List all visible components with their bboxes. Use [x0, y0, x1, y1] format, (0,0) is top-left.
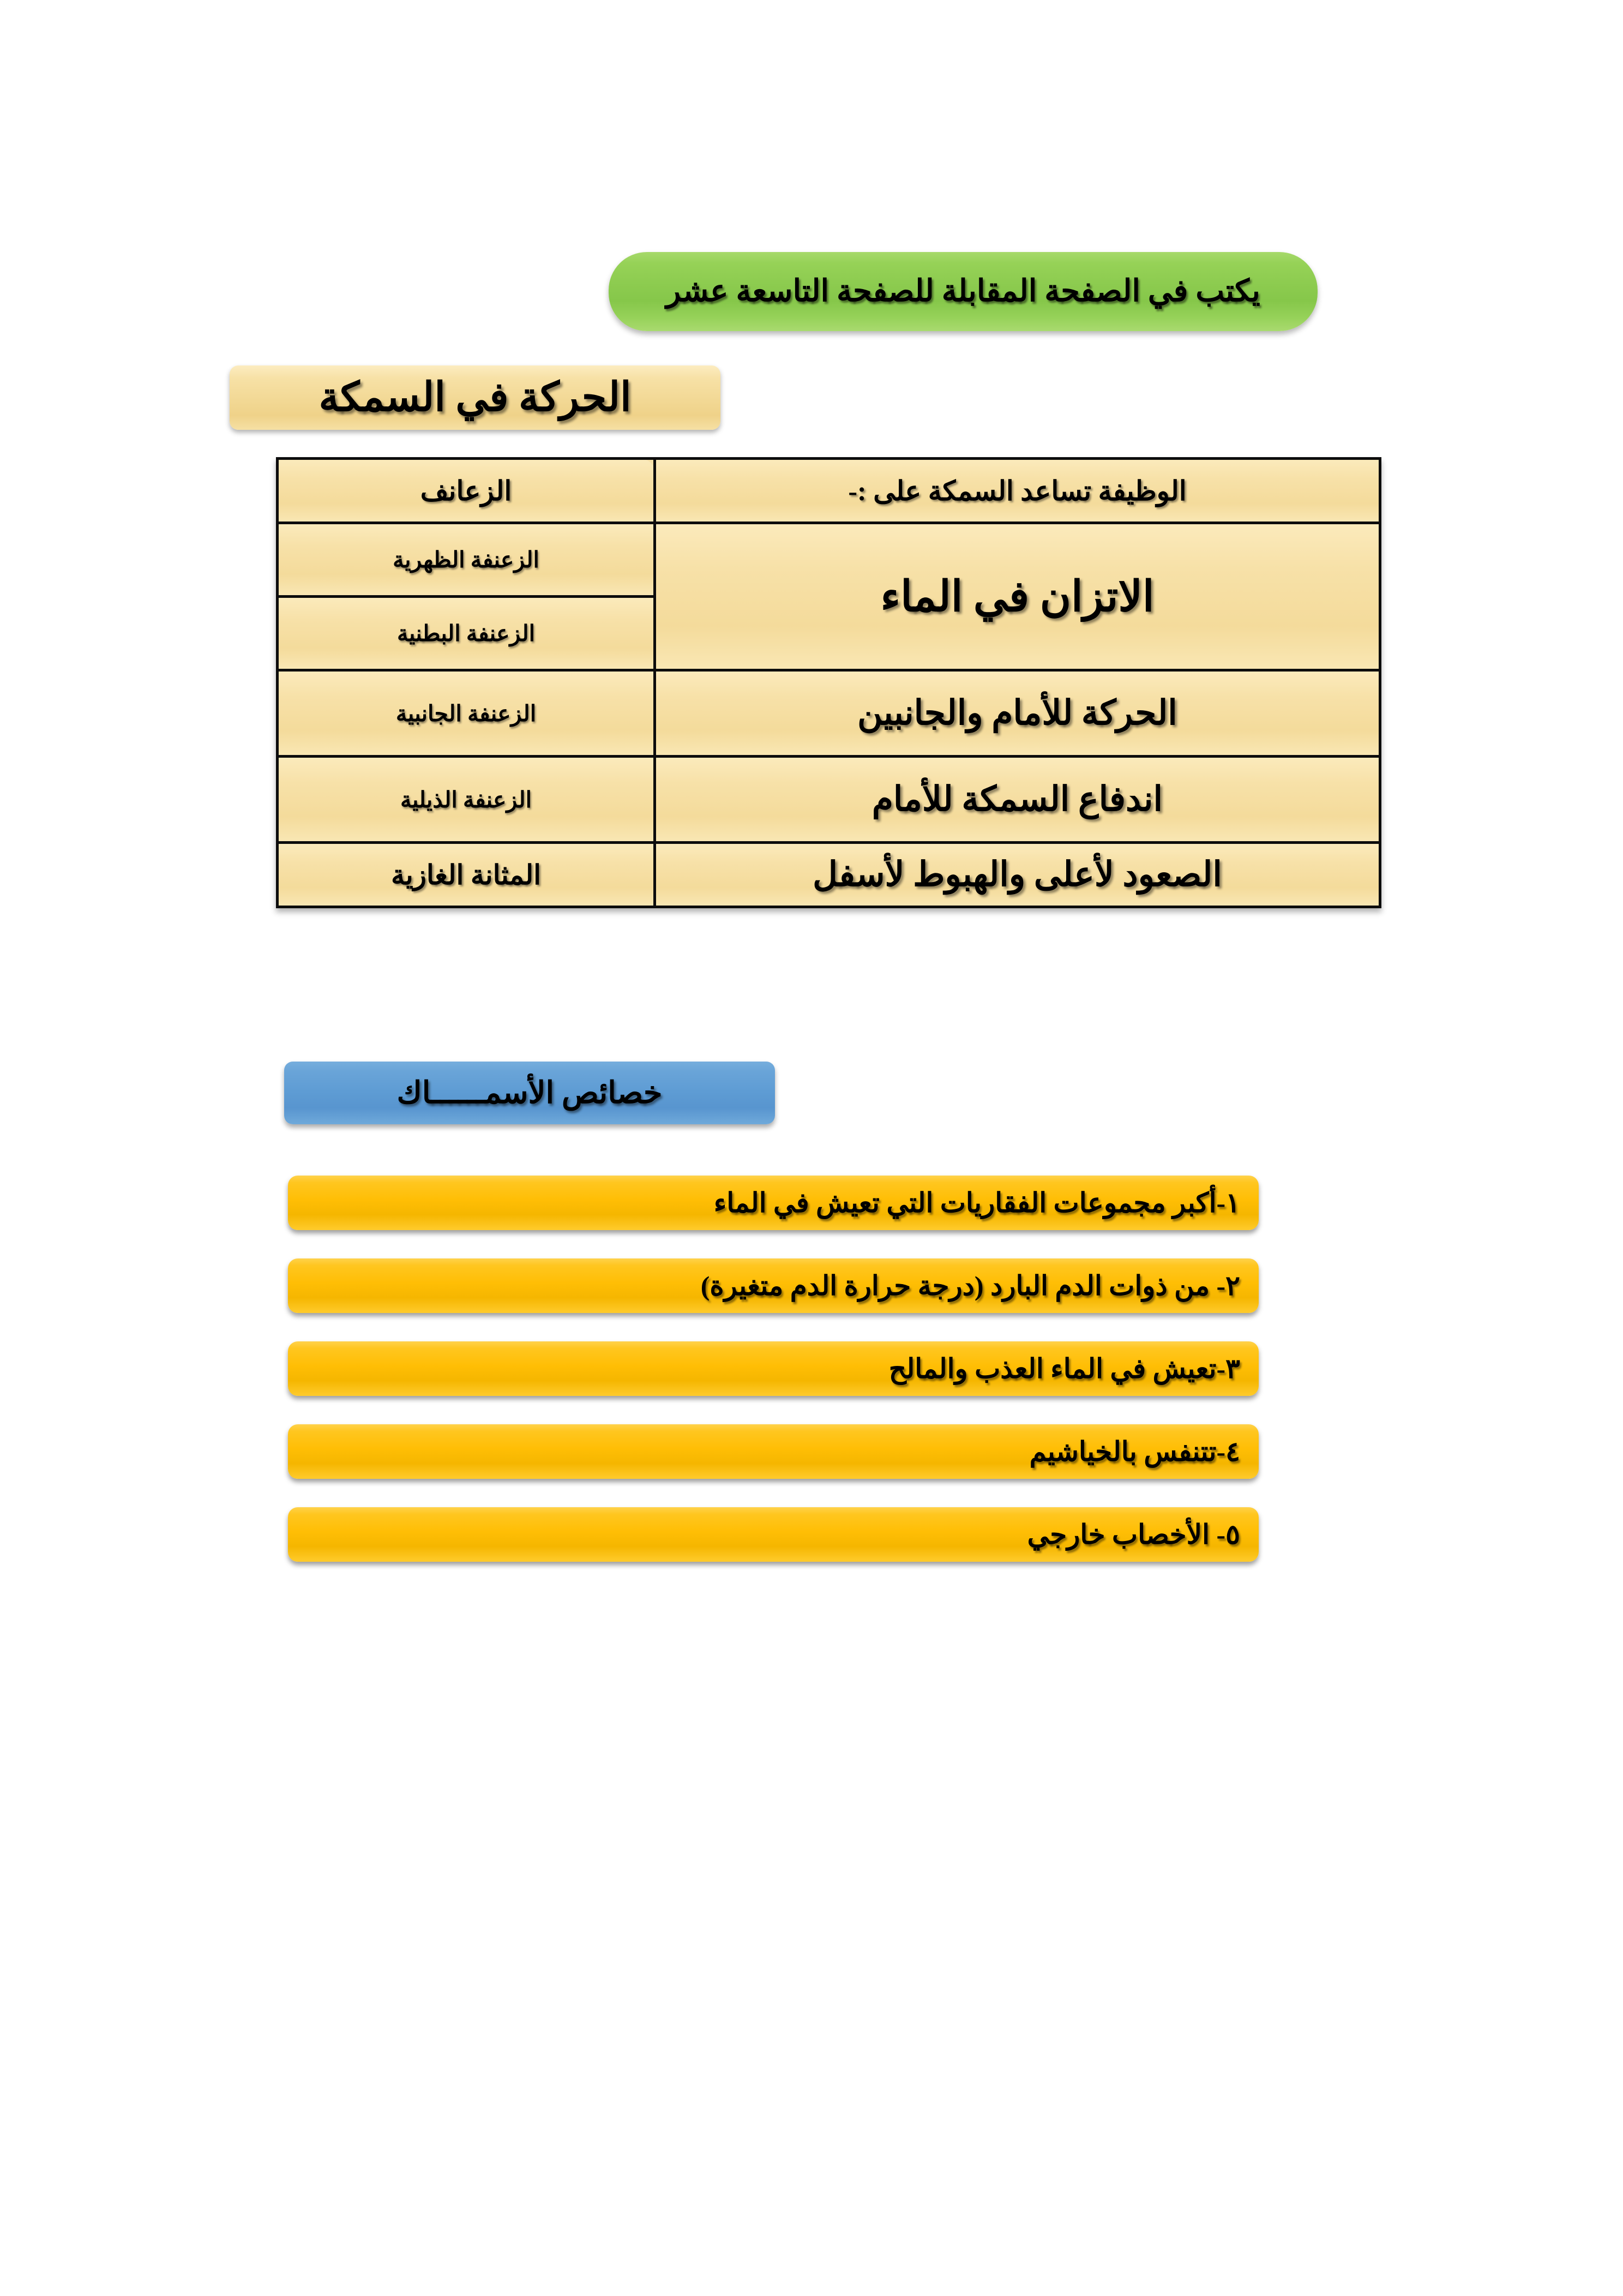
table-cell-function: الصعود لأعلى والهبوط لأسفل — [655, 843, 1380, 907]
list-item — [288, 1258, 1259, 1313]
table-cell-function: الحركة للأمام والجانبين — [655, 670, 1380, 757]
page-title — [230, 365, 720, 430]
table-cell-fin: الزعنفة الذيلية — [278, 757, 655, 843]
list-item-text: ٣-تعيش في الماء العذب والمالح — [888, 1353, 1240, 1384]
traits-section-heading — [284, 1062, 775, 1124]
table-row — [278, 523, 1380, 597]
list-item — [288, 1176, 1259, 1230]
table-header-function: الوظيفة تساعد السمكة على :- — [655, 459, 1380, 523]
fins-function-table — [276, 457, 1381, 908]
table-header-fins: الزعانف — [278, 459, 655, 523]
page-note-text: يكتب في الصفحة المقابلة للصفحة التاسعة عشر — [666, 274, 1260, 309]
table-cell-fin: المثانة الغازية — [278, 843, 655, 907]
table-header-row — [278, 459, 1380, 523]
table-row — [278, 843, 1380, 907]
list-item-text: ٢- من ذوات الدم البارد (درجة حرارة الدم متغيرة) — [700, 1270, 1240, 1301]
traits-list — [288, 1176, 1259, 1590]
table-cell-fin: الزعنفة البطنية — [278, 597, 655, 670]
traits-section-heading-text: خصائص الأسمــــــاك — [396, 1076, 663, 1110]
page-note-banner — [609, 252, 1318, 331]
page-title-text: الحركة في السمكة — [318, 375, 632, 420]
table-row — [278, 757, 1380, 843]
table-cell-function: الاتزان في الماء — [655, 523, 1380, 670]
table-row — [278, 670, 1380, 757]
table-cell-function: اندفاع السمكة للأمام — [655, 757, 1380, 843]
list-item-text: ٥- الأخصاب خارجي — [1027, 1519, 1240, 1550]
table-cell-fin: الزعنفة الجانبية — [278, 670, 655, 757]
list-item — [288, 1507, 1259, 1562]
list-item-text: ١-أكبر مجموعات الفقاريات التي تعيش في الماء — [713, 1188, 1240, 1218]
list-item — [288, 1424, 1259, 1479]
list-item — [288, 1341, 1259, 1396]
table-cell-fin: الزعنفة الظهرية — [278, 523, 655, 597]
list-item-text: ٤-تتنفس بالخياشيم — [1029, 1436, 1240, 1467]
